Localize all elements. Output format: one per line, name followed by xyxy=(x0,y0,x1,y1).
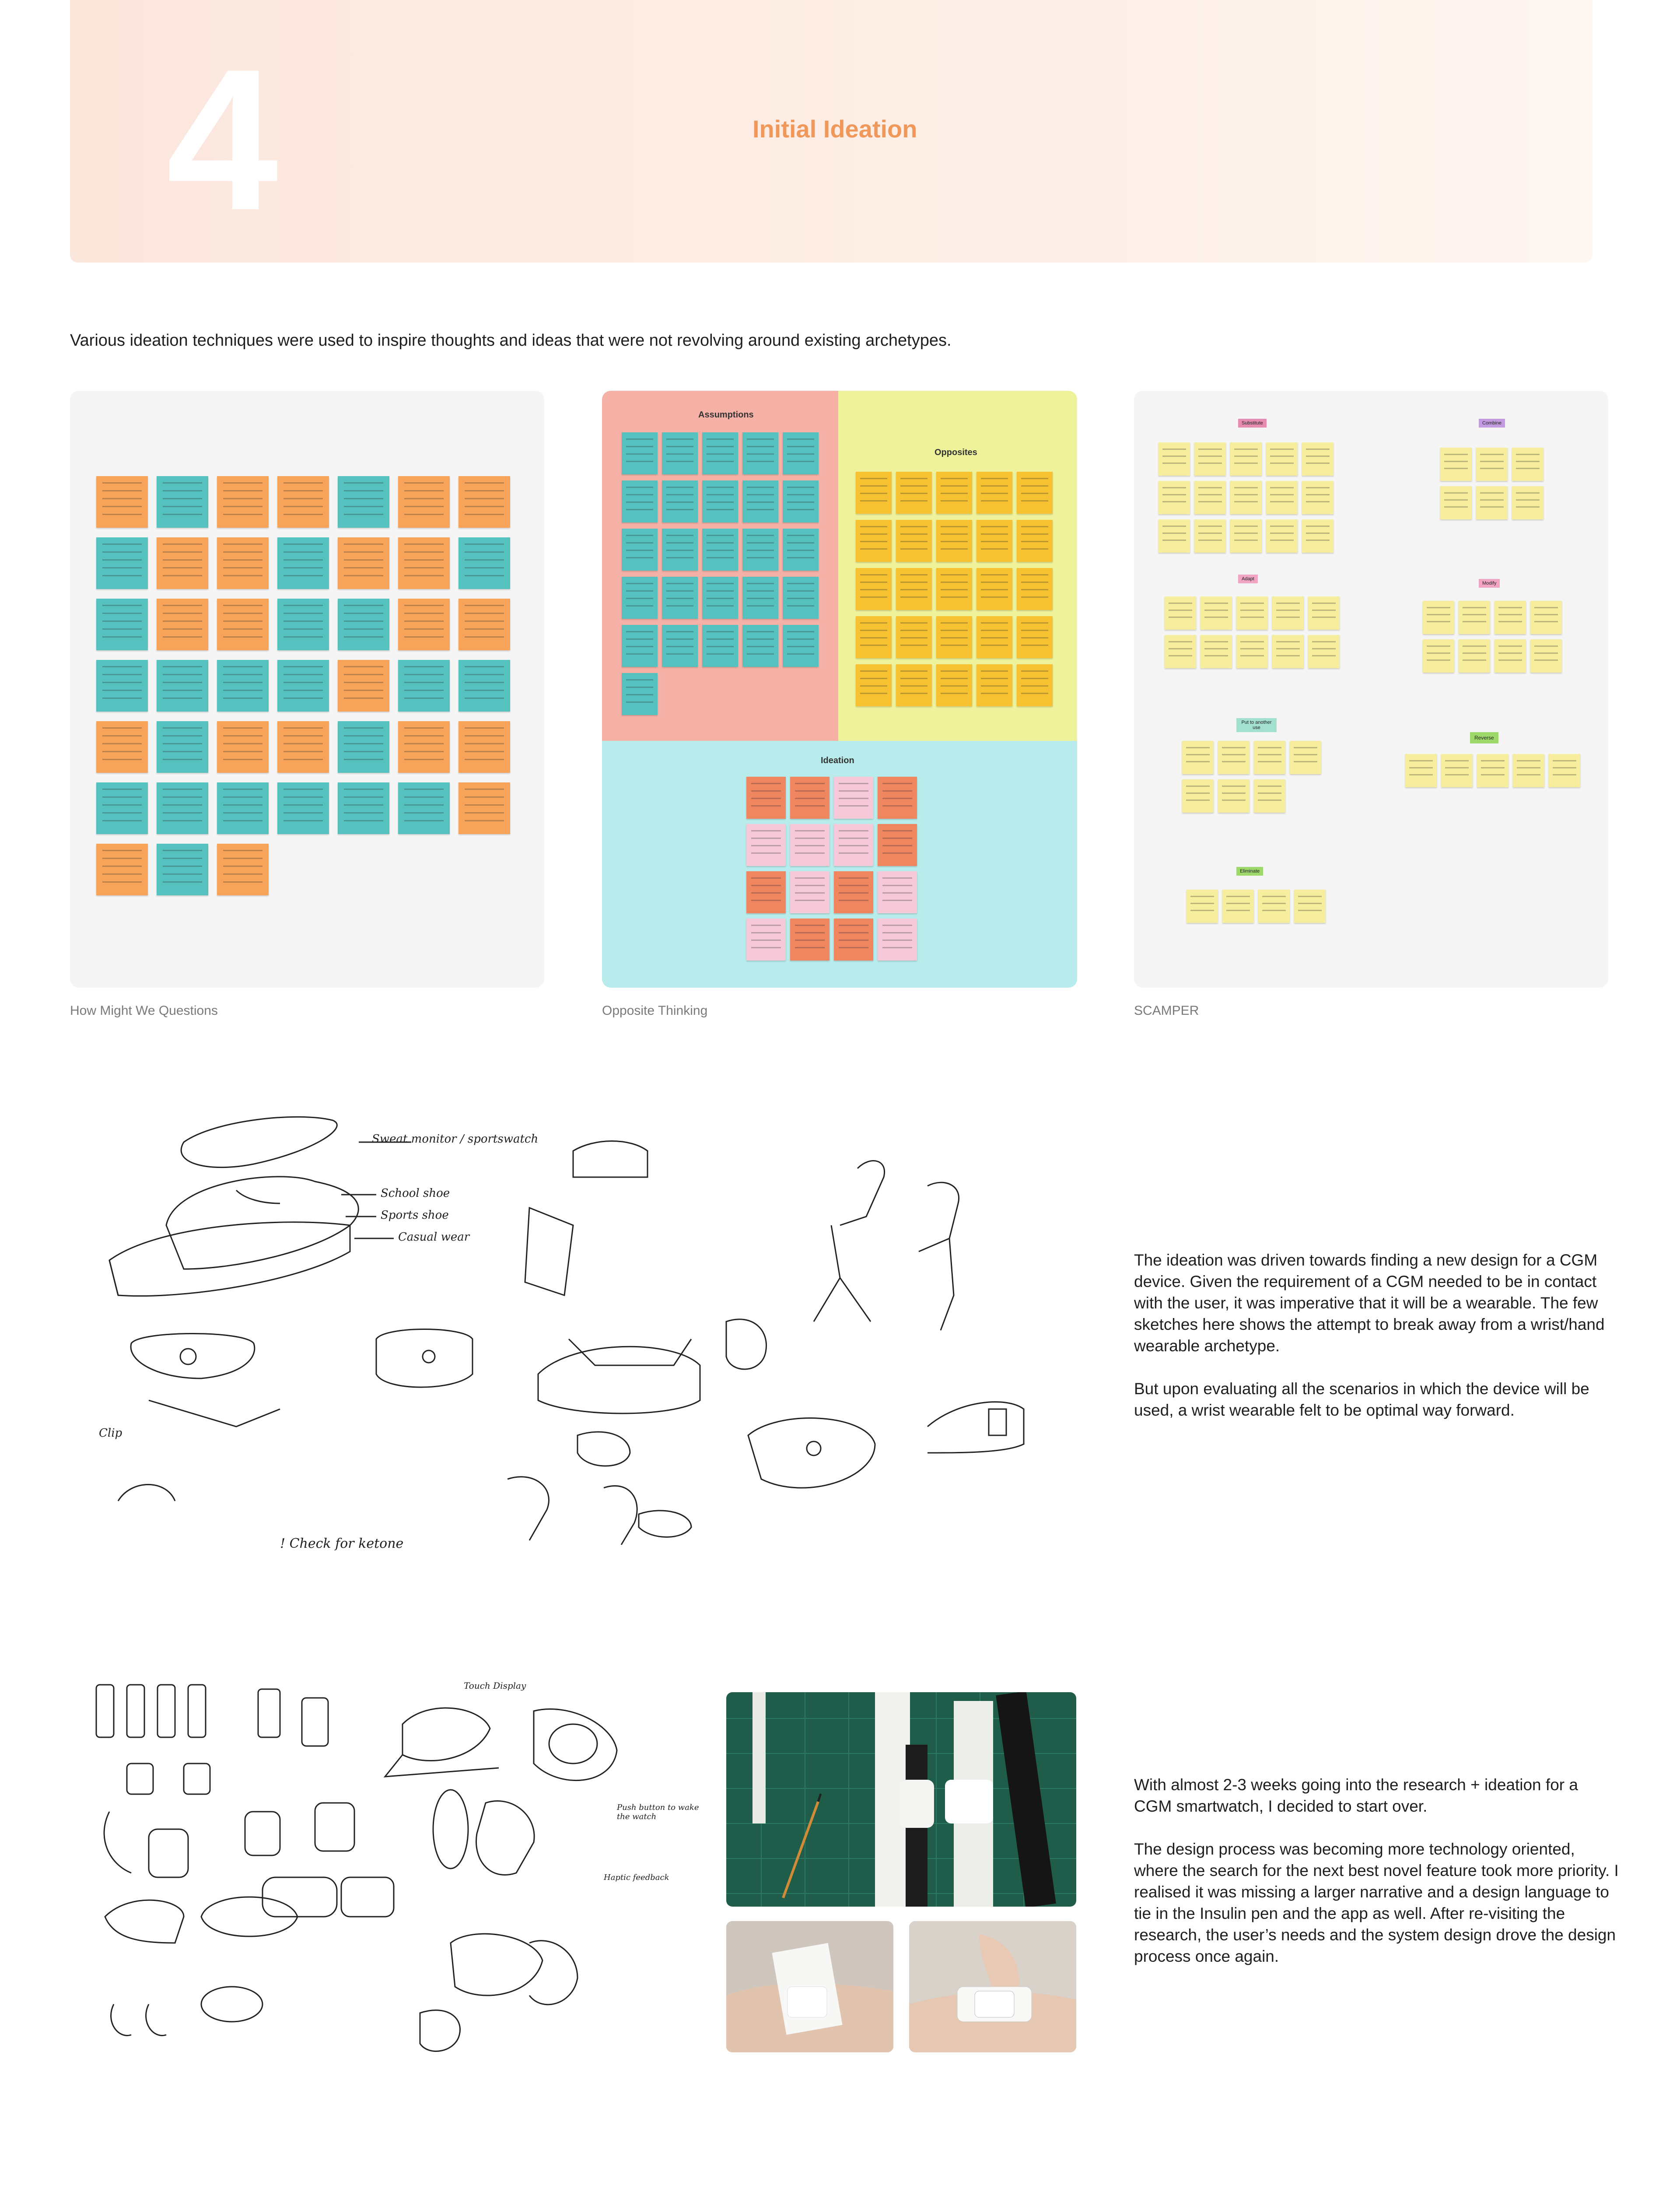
sticky-note xyxy=(936,568,972,610)
sticky-note xyxy=(622,577,658,619)
sticky-note xyxy=(936,616,972,658)
sketch-label-sports-shoe: Sports shoe xyxy=(381,1209,449,1222)
paragraph-restart xyxy=(1134,1774,1620,1988)
opposites-quadrant xyxy=(838,391,1077,741)
sticky-note xyxy=(783,529,819,571)
sticky-note xyxy=(1512,486,1544,519)
sticky-note xyxy=(458,782,510,834)
section-title: Initial Ideation xyxy=(752,115,917,143)
sticky-note xyxy=(1266,519,1298,553)
sticky-note xyxy=(157,844,208,895)
sticky-note xyxy=(878,871,917,913)
sticky-note xyxy=(1302,481,1334,514)
sticky-note xyxy=(662,529,698,571)
sticky-note xyxy=(662,432,698,474)
label-eliminate: Eliminate xyxy=(1236,867,1263,876)
sticky-note xyxy=(790,919,830,961)
sticky-note xyxy=(398,721,450,773)
sticky-note xyxy=(398,782,450,834)
hmw-board xyxy=(70,391,544,988)
sticky-note xyxy=(976,664,1012,706)
sticky-note xyxy=(662,577,698,619)
sticky-note xyxy=(1459,639,1490,673)
sticky-note xyxy=(622,625,658,667)
prototype-photo-main xyxy=(726,1692,1076,1907)
sticky-note xyxy=(1302,519,1334,553)
sticky-note xyxy=(742,432,778,474)
sticky-note xyxy=(976,520,1012,562)
sticky-note xyxy=(96,476,148,528)
paragraph-ideation-2: But upon evaluating all the scenarios in which the device will be used, a wrist wearable felt to be optimal way forward. xyxy=(1134,1380,1589,1419)
sticky-note xyxy=(976,472,1012,514)
sticky-note xyxy=(277,476,329,528)
sticky-note xyxy=(1165,596,1196,630)
sticky-note xyxy=(834,824,873,866)
sticky-note xyxy=(277,537,329,589)
cutting-mat-graphic xyxy=(726,1692,1076,1907)
sticky-note xyxy=(1476,486,1508,519)
sticky-note xyxy=(746,919,786,961)
sticky-note xyxy=(856,568,892,610)
sticky-note xyxy=(783,625,819,667)
sticky-note xyxy=(702,625,738,667)
sticky-note xyxy=(742,480,778,522)
prototype-photo-wrist-2 xyxy=(909,1921,1076,2052)
sticky-note xyxy=(1308,596,1340,630)
sticky-note xyxy=(157,476,208,528)
sticky-note xyxy=(834,777,873,819)
sticky-note xyxy=(702,480,738,522)
shoe-sketch xyxy=(70,1094,1072,1575)
sticky-note xyxy=(217,844,269,895)
sketch-sheet-1 xyxy=(70,1094,1072,1575)
sketch-label-casual-wear: Casual wear xyxy=(398,1231,470,1244)
wrist-photo-graphic-2 xyxy=(909,1921,1076,2052)
sticky-note xyxy=(458,721,510,773)
sticky-note xyxy=(458,476,510,528)
sticky-note xyxy=(217,721,269,773)
sticky-note xyxy=(746,824,786,866)
sticky-note xyxy=(1272,635,1304,668)
sticky-note xyxy=(896,664,932,706)
sticky-note xyxy=(458,599,510,650)
sticky-note xyxy=(936,520,972,562)
sticky-note xyxy=(1254,779,1285,813)
sticky-note xyxy=(1423,601,1454,634)
sticky-note xyxy=(1230,481,1262,514)
sketch-label-push-button: Push button to wake the watch xyxy=(617,1803,699,1821)
sticky-note xyxy=(1194,519,1226,553)
sticky-note xyxy=(1302,442,1334,476)
sticky-note xyxy=(1423,639,1454,673)
sticky-note xyxy=(1017,568,1053,610)
sticky-note xyxy=(746,777,786,819)
prototype-photo-wrist-1 xyxy=(726,1921,893,2052)
sticky-note xyxy=(976,568,1012,610)
sticky-note xyxy=(458,537,510,589)
sticky-note xyxy=(398,537,450,589)
sticky-note xyxy=(1258,890,1290,923)
sticky-note xyxy=(1530,601,1562,634)
sticky-note xyxy=(458,660,510,712)
sticky-note xyxy=(896,616,932,658)
sticky-note xyxy=(1549,754,1580,787)
sticky-note xyxy=(856,472,892,514)
sketch-sheet-2 xyxy=(70,1672,718,2079)
label-put-to-another-use: Put to another use xyxy=(1236,718,1277,732)
sticky-note xyxy=(790,777,830,819)
sticky-note xyxy=(338,537,389,589)
sticky-note xyxy=(96,599,148,650)
sticky-note xyxy=(1476,448,1508,481)
sticky-note xyxy=(702,529,738,571)
sticky-note xyxy=(96,537,148,589)
sticky-note xyxy=(1405,754,1437,787)
sticky-note xyxy=(1440,486,1472,519)
sticky-note xyxy=(1254,741,1285,774)
sticky-note xyxy=(1290,741,1321,774)
sticky-note xyxy=(338,721,389,773)
sticky-note xyxy=(1230,519,1262,553)
ideation-quadrant xyxy=(602,741,1077,988)
sticky-note xyxy=(217,599,269,650)
assumptions-quadrant xyxy=(602,391,838,741)
sticky-note xyxy=(1017,664,1053,706)
sticky-note xyxy=(834,919,873,961)
sticky-note xyxy=(338,476,389,528)
sticky-note xyxy=(157,721,208,773)
sticky-note xyxy=(878,824,917,866)
sticky-note xyxy=(662,625,698,667)
sticky-note xyxy=(1266,481,1298,514)
sticky-note xyxy=(277,782,329,834)
intro-text: Various ideation techniques were used to inspire thoughts and ideas that were not revolving around existing archetypes. xyxy=(70,331,952,350)
sticky-note xyxy=(96,660,148,712)
sticky-note xyxy=(1308,635,1340,668)
sticky-note xyxy=(1512,448,1544,481)
sticky-note xyxy=(398,599,450,650)
sticky-note xyxy=(746,871,786,913)
sticky-note xyxy=(783,577,819,619)
sticky-note xyxy=(157,782,208,834)
sticky-note xyxy=(398,660,450,712)
sticky-note xyxy=(217,660,269,712)
sticky-note xyxy=(1158,519,1190,553)
sticky-note xyxy=(742,529,778,571)
sticky-note xyxy=(1294,890,1326,923)
sticky-note xyxy=(1494,639,1526,673)
label-modify: Modify xyxy=(1479,579,1500,588)
sticky-note xyxy=(896,472,932,514)
sticky-note xyxy=(1230,442,1262,476)
sticky-note xyxy=(702,577,738,619)
sticky-note xyxy=(1266,442,1298,476)
sketch-label-haptic-feedback: Haptic feedback xyxy=(604,1873,669,1882)
sticky-note xyxy=(1182,741,1214,774)
sticky-note xyxy=(742,625,778,667)
sketch-label-sweat-monitor: Sweat monitor / sportswatch xyxy=(372,1133,539,1146)
sticky-note xyxy=(878,777,917,819)
paragraph-ideation-1: The ideation was driven towards finding a new design for a CGM device. Given the requirement of a CGM needed to be in contact with the user, it was imperative that it will be a wearable. The few sketches here shows the attempt to break away from a wrist/hand wearable archetype. xyxy=(1134,1251,1605,1355)
sticky-note xyxy=(1222,890,1254,923)
label-adapt: Adapt xyxy=(1238,575,1258,583)
sticky-note xyxy=(896,568,932,610)
sticky-note xyxy=(217,537,269,589)
sticky-note xyxy=(856,616,892,658)
sticky-note xyxy=(856,664,892,706)
sticky-note xyxy=(338,660,389,712)
paragraph-restart-1: With almost 2-3 weeks going into the research + ideation for a CGM smartwatch, I decided to start over. xyxy=(1134,1776,1578,1815)
sticky-note xyxy=(896,520,932,562)
sticky-note xyxy=(702,432,738,474)
section-number: 4 xyxy=(166,28,278,252)
sticky-note xyxy=(96,844,148,895)
assumptions-label: Assumptions xyxy=(698,410,754,420)
sticky-note xyxy=(662,480,698,522)
opposite-caption: Opposite Thinking xyxy=(602,1003,708,1018)
sticky-note xyxy=(790,871,830,913)
sticky-note xyxy=(1194,481,1226,514)
scamper-board xyxy=(1134,391,1608,988)
sticky-note xyxy=(217,476,269,528)
sticky-note xyxy=(277,599,329,650)
sketch-label-check-ketone: ! Check for ketone xyxy=(280,1536,404,1551)
sticky-note xyxy=(1158,442,1190,476)
sticky-note xyxy=(1218,779,1250,813)
sticky-note xyxy=(338,599,389,650)
sticky-note xyxy=(217,782,269,834)
sticky-note xyxy=(622,480,658,522)
sticky-note xyxy=(157,599,208,650)
opposite-board xyxy=(602,391,1077,988)
wrist-photo-graphic-1 xyxy=(726,1921,893,2052)
sticky-note xyxy=(1165,635,1196,668)
sticky-note xyxy=(622,432,658,474)
sticky-note xyxy=(1530,639,1562,673)
sticky-note xyxy=(157,537,208,589)
sticky-note xyxy=(277,660,329,712)
sticky-note xyxy=(622,673,658,715)
sticky-note xyxy=(1513,754,1544,787)
sketch-label-touch-display: Touch Display xyxy=(464,1680,526,1691)
sticky-note xyxy=(976,616,1012,658)
sticky-note xyxy=(1236,635,1268,668)
sticky-note xyxy=(1272,596,1304,630)
sticky-note xyxy=(1218,741,1250,774)
sticky-note xyxy=(783,432,819,474)
sticky-note xyxy=(1200,635,1232,668)
sticky-note xyxy=(157,660,208,712)
sticky-note xyxy=(1158,481,1190,514)
sticky-note xyxy=(1236,596,1268,630)
sticky-note xyxy=(1194,442,1226,476)
opposites-label: Opposites xyxy=(934,448,977,457)
paragraph-restart-2: The design process was becoming more technology oriented, where the search for the next best novel feature took more priority. I realised it was missing a larger narrative and a design language to tie in the Insulin pen and the app as well. After re-visiting the research, the user’s needs and the system design drove the design process once again. xyxy=(1134,1840,1619,1965)
label-reverse: Reverse xyxy=(1470,732,1498,743)
sticky-note xyxy=(1477,754,1508,787)
sticky-note xyxy=(1459,601,1490,634)
sticky-note xyxy=(1017,616,1053,658)
sticky-note xyxy=(1200,596,1232,630)
sticky-note xyxy=(96,782,148,834)
sketch-label-school-shoe: School shoe xyxy=(381,1187,450,1200)
sticky-note xyxy=(398,476,450,528)
sticky-note xyxy=(1441,754,1473,787)
sticky-note xyxy=(936,472,972,514)
hmw-caption: How Might We Questions xyxy=(70,1003,218,1018)
ideation-label: Ideation xyxy=(821,756,854,765)
sticky-note xyxy=(856,520,892,562)
sticky-note xyxy=(742,577,778,619)
label-combine: Combine xyxy=(1479,419,1505,428)
sticky-note xyxy=(277,721,329,773)
sticky-note xyxy=(1440,448,1472,481)
sticky-note xyxy=(96,721,148,773)
sticky-note xyxy=(834,871,873,913)
scamper-caption: SCAMPER xyxy=(1134,1003,1199,1018)
sticky-note xyxy=(1186,890,1218,923)
sticky-note xyxy=(1017,472,1053,514)
sticky-note xyxy=(878,919,917,961)
sticky-note xyxy=(1017,520,1053,562)
sticky-note xyxy=(783,480,819,522)
paragraph-ideation xyxy=(1134,1249,1620,1442)
sticky-note xyxy=(338,782,389,834)
sticky-note xyxy=(1494,601,1526,634)
label-substitute: Substitute xyxy=(1238,419,1267,428)
sticky-note xyxy=(936,664,972,706)
sticky-note xyxy=(622,529,658,571)
sketch-label-clip: Clip xyxy=(99,1427,122,1440)
sticky-note xyxy=(790,824,830,866)
sticky-note xyxy=(1182,779,1214,813)
